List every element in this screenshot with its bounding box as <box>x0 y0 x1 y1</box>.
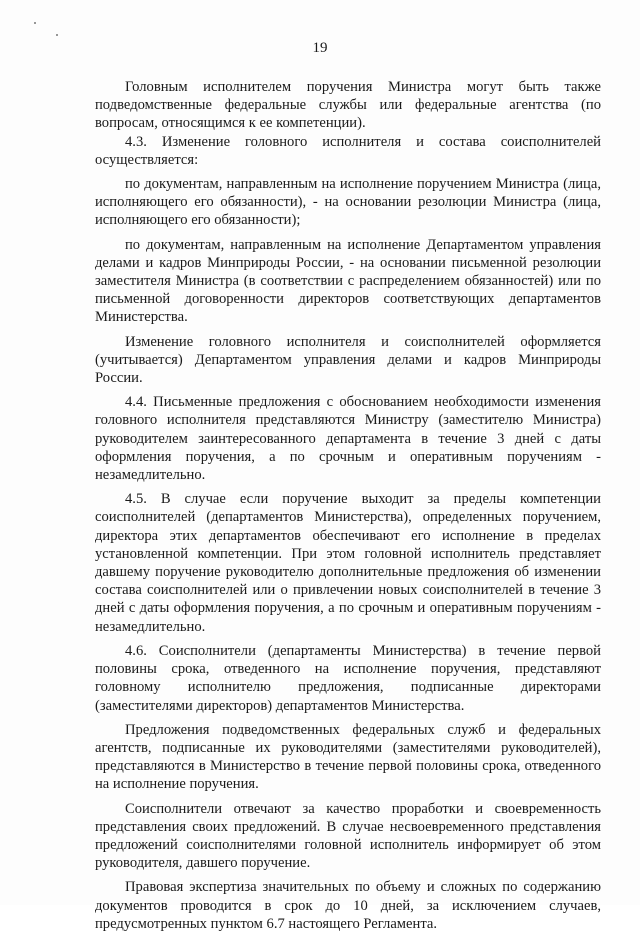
document-body <box>95 78 601 933</box>
paragraph-legal-expertise: Правовая экспертиза значительных по объему и сложных по содержанию документов проводится в срок до 10 дней, за исключением случаев, предусмотренных пунктом 6.7 настоящего Регламента. <box>95 879 601 932</box>
paragraph-4-4: 4.4. Письменные предложения с обоснованием необходимости изменения головного исполнителя представляются Министру (заместителю Министра) руководителем заинтересованного департамента в течение 3 дней с даты оформления поручения, а по срочным и оперативным поручениям - незамедлительно. <box>95 394 601 484</box>
paragraph-4-5: 4.5. В случае если поручение выходит за пределы компетенции соисполнителей (департаментов Министерства), определенных поручением, директора этих департаментов обеспечивают его исполнение в пределах установленной компетенции. При этом головной исполнитель представляет давшему поручение руководителю дополнительные предложения об изменении состава соисполнителей или о привлечении новых соисполнителей в течение 3 дней с даты оформления поручения, а по срочным и оперативным поручениям - незамедлительно. <box>95 491 601 635</box>
paragraph-co-executors-responsibility: Соисполнители отвечают за качество проработки и своевременность представления своих предложений. В случае несвоевременного представления предложений соисполнителями головной исполнитель информирует об этом руководителя, давшего поручение. <box>95 800 601 872</box>
paragraph-1: Головным исполнителем поручения Министра могут быть также подведомственные федеральные службы или федеральные агентства (по вопросам, относящимся к ее компетенции). <box>95 79 601 132</box>
paragraph-minister-resolution: по документам, направленным на исполнение поручением Министра (лица, исполняющего его обязанности), - на основании резолюции Министра (лица, исполняющего его обязанности); <box>95 176 601 229</box>
page-number: 19 <box>312 40 328 56</box>
paragraph-registration: Изменение головного исполнителя и соисполнителей оформляется (учитывается) Департаментом управления делами и кадров Минприроды России. <box>95 333 601 387</box>
paragraph-4-3: 4.3. Изменение головного исполнителя и состава соисполнителей осуществляется: <box>95 133 601 168</box>
scan-speck <box>56 34 58 36</box>
scan-speck <box>34 22 36 24</box>
paragraph-4-6: 4.6. Соисполнители (департаменты Министерства) в течение первой половины срока, отведенного на исполнение поручения, представляют головному исполнителю предложения, подписанные директорами (заместителями директоров) департаментов Министерства. <box>95 642 601 714</box>
paragraph-federal-agencies: Предложения подведомственных федеральных служб и федеральных агентств, подписанные их руководителями (заместителями руководителей), представляются в Министерство в течение первой половины срока, отведенного на исполнение поручения. <box>95 721 601 793</box>
paragraph-department-resolution: по документам, направленным на исполнение Департаментом управления делами и кадров Минприроды России, - на основании письменной резолюции заместителя Министра (в соответствии с распределением обязанностей) или по письменной договоренности директоров соответствующих департаментов Министерства. <box>95 236 601 326</box>
